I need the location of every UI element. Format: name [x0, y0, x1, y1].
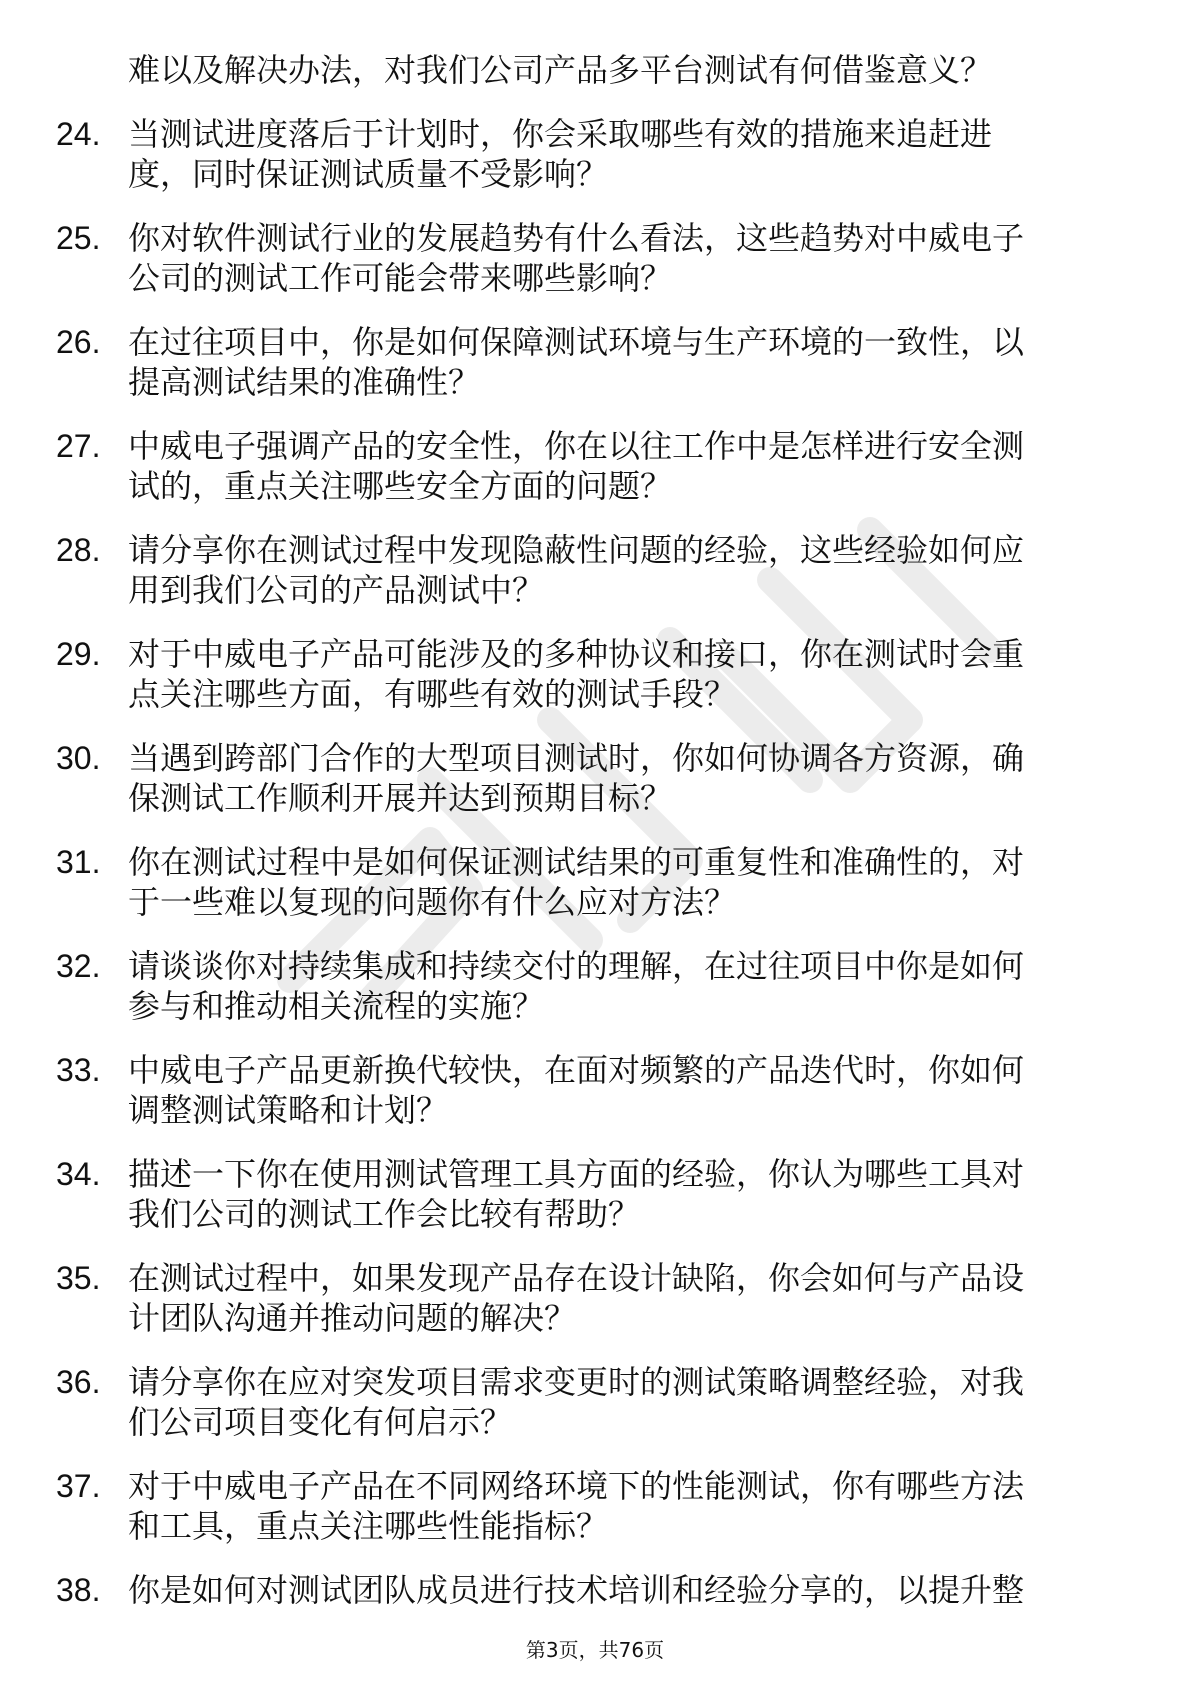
question-item [0, 946, 1190, 1050]
question-number: 29. [56, 636, 101, 672]
question-text-line: 调整测试策略和计划？ [128, 1091, 449, 1129]
question-item [0, 1362, 1190, 1466]
question-text-line: 用到我们公司的产品测试中？ [128, 571, 545, 609]
question-item [0, 218, 1190, 322]
question-text-line: 公司的测试工作可能会带来哪些影响？ [128, 259, 673, 297]
question-text-line: 请分享你在应对突发项目需求变更时的测试策略调整经验，对我 [128, 1363, 1025, 1401]
question-number: 34. [56, 1156, 101, 1192]
question-text-line: 对于中威电子产品在不同网络环境下的性能测试，你有哪些方法 [128, 1467, 1025, 1505]
question-text-line: 对于中威电子产品可能涉及的多种协议和接口，你在测试时会重 [128, 635, 1025, 673]
question-text-line: 度，同时保证测试质量不受影响？ [128, 155, 609, 193]
question-text-line: 描述一下你在使用测试管理工具方面的经验，你认为哪些工具对 [128, 1155, 1025, 1193]
question-item [0, 842, 1190, 946]
question-item [0, 738, 1190, 842]
question-text-line: 你在测试过程中是如何保证测试结果的可重复性和准确性的，对 [128, 843, 1025, 881]
question-text-line: 于一些难以复现的问题你有什么应对方法？ [128, 883, 737, 921]
question-text-line: 当遇到跨部门合作的大型项目测试时，你如何协调各方资源，确 [128, 739, 1025, 777]
question-item [0, 1258, 1190, 1362]
question-text-line: 你对软件测试行业的发展趋势有什么看法，这些趋势对中威电子 [128, 219, 1025, 257]
question-text-line: 我们公司的测试工作会比较有帮助？ [128, 1195, 641, 1233]
question-number: 24. [56, 116, 101, 152]
question-list [0, 114, 1190, 1674]
question-number: 37. [56, 1468, 101, 1504]
question-item [0, 322, 1190, 426]
question-number: 27. [56, 428, 101, 464]
question-item [0, 1050, 1190, 1154]
question-text-line: 提高测试结果的准确性？ [128, 363, 481, 401]
question-text-line: 保测试工作顺利开展并达到预期目标？ [128, 779, 673, 817]
question-text-line: 在测试过程中，如果发现产品存在设计缺陷，你会如何与产品设 [128, 1259, 1025, 1297]
question-text-line: 计团队沟通并推动问题的解决？ [128, 1299, 577, 1337]
question-text-line: 请谈谈你对持续集成和持续交付的理解，在过往项目中你是如何 [128, 947, 1025, 985]
question-item [0, 634, 1190, 738]
question-text-line: 和工具，重点关注哪些性能指标？ [128, 1507, 609, 1545]
question-text-line: 参与和推动相关流程的实施？ [128, 987, 545, 1025]
question-item [0, 530, 1190, 634]
question-text-line: 试的，重点关注哪些安全方面的问题？ [128, 467, 673, 505]
question-number: 36. [56, 1364, 101, 1400]
continuation-line: 难以及解决办法，对我们公司产品多平台测试有何借鉴意义？ [128, 51, 993, 89]
question-text-line: 们公司项目变化有何启示？ [128, 1403, 513, 1441]
question-text-line: 中威电子产品更新换代较快，在面对频繁的产品迭代时，你如何 [128, 1051, 1025, 1089]
question-number: 26. [56, 324, 101, 360]
question-number: 32. [56, 948, 101, 984]
page-footer: 第3页，共76页 [525, 1638, 665, 1662]
question-item [0, 114, 1190, 218]
question-number: 28. [56, 532, 101, 568]
question-text-line: 请分享你在测试过程中发现隐蔽性问题的经验，这些经验如何应 [128, 531, 1025, 569]
question-text-line: 你是如何对测试团队成员进行技术培训和经验分享的，以提升整 [128, 1571, 1025, 1609]
question-text-line: 当测试进度落后于计划时，你会采取哪些有效的措施来追赶进 [128, 115, 993, 153]
question-item [0, 426, 1190, 530]
question-item [0, 1466, 1190, 1570]
question-number: 33. [56, 1052, 101, 1088]
question-number: 30. [56, 740, 101, 776]
question-number: 38. [56, 1572, 101, 1608]
question-number: 35. [56, 1260, 101, 1296]
question-text-line: 点关注哪些方面，有哪些有效的测试手段？ [128, 675, 737, 713]
question-number: 25. [56, 220, 101, 256]
question-item [0, 1154, 1190, 1258]
question-number: 31. [56, 844, 101, 880]
question-text-line: 在过往项目中，你是如何保障测试环境与生产环境的一致性，以 [128, 323, 1025, 361]
question-text-line: 中威电子强调产品的安全性，你在以往工作中是怎样进行安全测 [128, 427, 1025, 465]
